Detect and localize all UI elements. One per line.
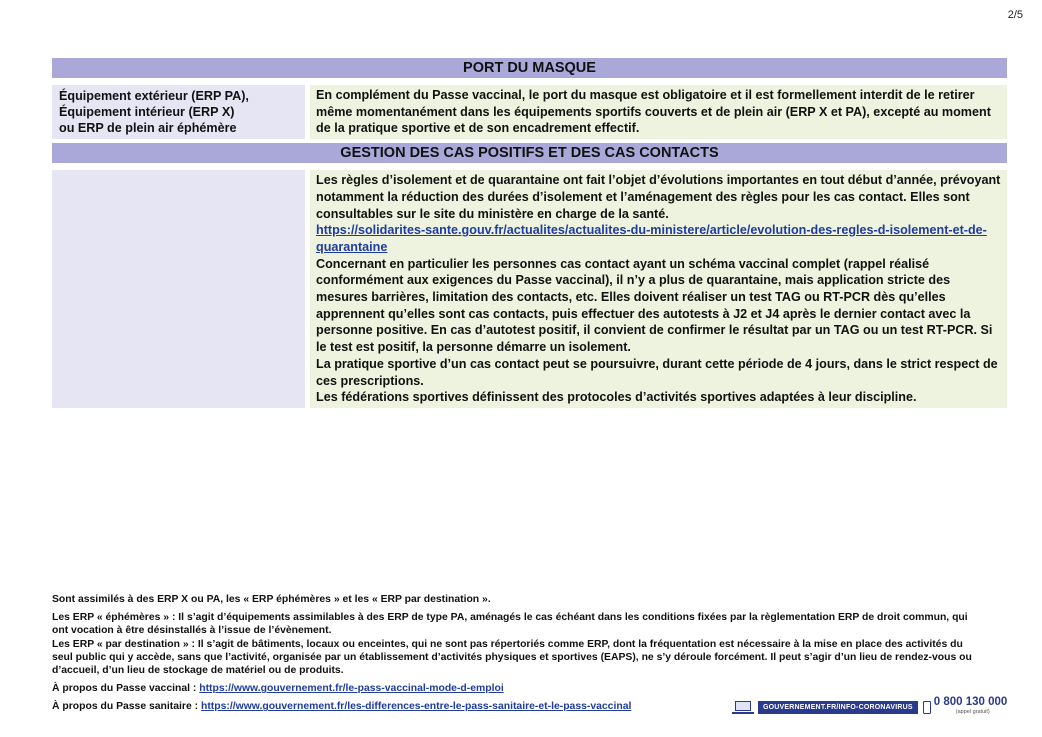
footer-ephemeres: Les ERP « éphémères » : Il s’agit d’équipements assimilables à des ERP de type PA, aménagés le cas échéant dans les conditions fixées par la règlementation ERP de droit commun, qui ont vocation à être désinstallés à l’issue de l’évènement. <box>52 612 968 637</box>
equipment-cell <box>52 85 305 139</box>
cas-para-1: Les règles d’isolement et de quarantaine ont fait l’objet d’évolutions importantes en tout début d’année, prévoyant notamment la réduction des durées d’isolement et l’aménagement des règles pour les cas contact. Elles sont consultables sur le site du ministère en charge de la santé. <box>316 173 1001 221</box>
page-number: 2/5 <box>1007 9 1023 21</box>
cas-left-cell <box>52 170 305 408</box>
pass-vaccinal-label: À propos du Passe vaccinal : <box>52 683 200 695</box>
cas-para-4: Les fédérations sportives définissent des protocoles d’activités sportives adaptées à leur discipline. <box>316 390 917 405</box>
cas-para-2: Concernant en particulier les personnes cas contact ayant un schéma vaccinal complet (rappel réalisé conformément aux exigences du Passe vaccinal), il n’y a plus de quarantaine, mais application stricte des mesures barrières, limitation des contacts, etc. Elles doivent réaliser un test TAG ou RT-PCR dès qu’elles apprennent qu’elles sont cas contacts, puis effectuer des autotests à J2 et J4 après le dernier contact avec la personne positive. En cas d’autotest positif, il convient de confirmer le résultat par un TAG ou un test RT-PCR. Si le test est positif, la personne démarre un isolement. <box>316 256 993 355</box>
equipment-line-3: ou ERP de plein air éphémère <box>59 121 237 135</box>
phone-block <box>934 697 1008 717</box>
phone-number[interactable]: 0 800 130 000 <box>933 696 1008 708</box>
pass-sanitaire-label: À propos du Passe sanitaire : <box>52 701 201 713</box>
section-row-cas <box>52 170 1007 408</box>
masque-text: En complément du Passe vaccinal, le port du masque est obligatoire et il est formellement interdit de le retirer même momentanément dans les équipements sportifs couverts et de plein air (ERP X et PA), excepté au moment de la pratique sportive et de son encadrement effectif. <box>316 88 991 136</box>
footer-notes <box>52 593 972 714</box>
phone-note: (appel gratuit) <box>955 709 990 715</box>
cas-para-3: La pratique sportive d’un cas contact peut se poursuivre, durant cette période de 4 jours, dans le strict respect de ces prescriptions. <box>316 356 998 388</box>
laptop-icon <box>732 700 754 715</box>
pass-sanitaire-link[interactable]: https://www.gouvernement.fr/les-differences-entre-le-pass-sanitaire-et-le-pass-vaccinal <box>200 701 632 713</box>
phone-icon <box>923 701 931 714</box>
equipment-line-2: Équipement intérieur (ERP X) <box>59 105 235 119</box>
gov-info-bar <box>732 697 1007 717</box>
equipment-line-1: Équipement extérieur (ERP PA), <box>59 89 249 103</box>
section-title-masque: PORT DU MASQUE <box>52 58 1007 78</box>
footer-assimiles: Sont assimilés à des ERP X ou PA, les « ERP éphémères » et les « ERP par destination ». <box>52 594 491 605</box>
gov-coronavirus-badge[interactable]: GOUVERNEMENT.FR/INFO-CORONAVIRUS <box>758 701 918 714</box>
masque-text-cell <box>310 85 1007 139</box>
section-title-cas: GESTION DES CAS POSITIFS ET DES CAS CONTACTS <box>52 143 1007 163</box>
footer-destination: Les ERP « par destination » : Il s’agit de bâtiments, locaux ou enceintes, qui ne sont pas répertoriés comme ERP, dont la fréquentation est nécessaire à la mise en place des activités du seul public qui y accède, sans que l’activité, organisée par un établissement d’activités physiques et sportives (EAPS), ne s’y déroule forcément. Il peut s’agir d’un lieu de rendez-vous ou d’accueil, d’un lieu de stockage de matériel ou de produits. <box>52 638 972 677</box>
footer-pass-vaccinal <box>52 682 972 695</box>
info-sheet <box>52 58 1007 408</box>
pass-vaccinal-link[interactable]: https://www.gouvernement.fr/le-pass-vaccinal-mode-d-emploi <box>199 683 504 695</box>
cas-text-cell <box>310 170 1007 408</box>
section-row-masque <box>52 85 1007 139</box>
isolement-link[interactable]: https://solidarites-sante.gouv.fr/actualites/actualites-du-ministere/article/evolution-des-regles-d-isolement-et-de-quarantaine <box>316 223 987 254</box>
